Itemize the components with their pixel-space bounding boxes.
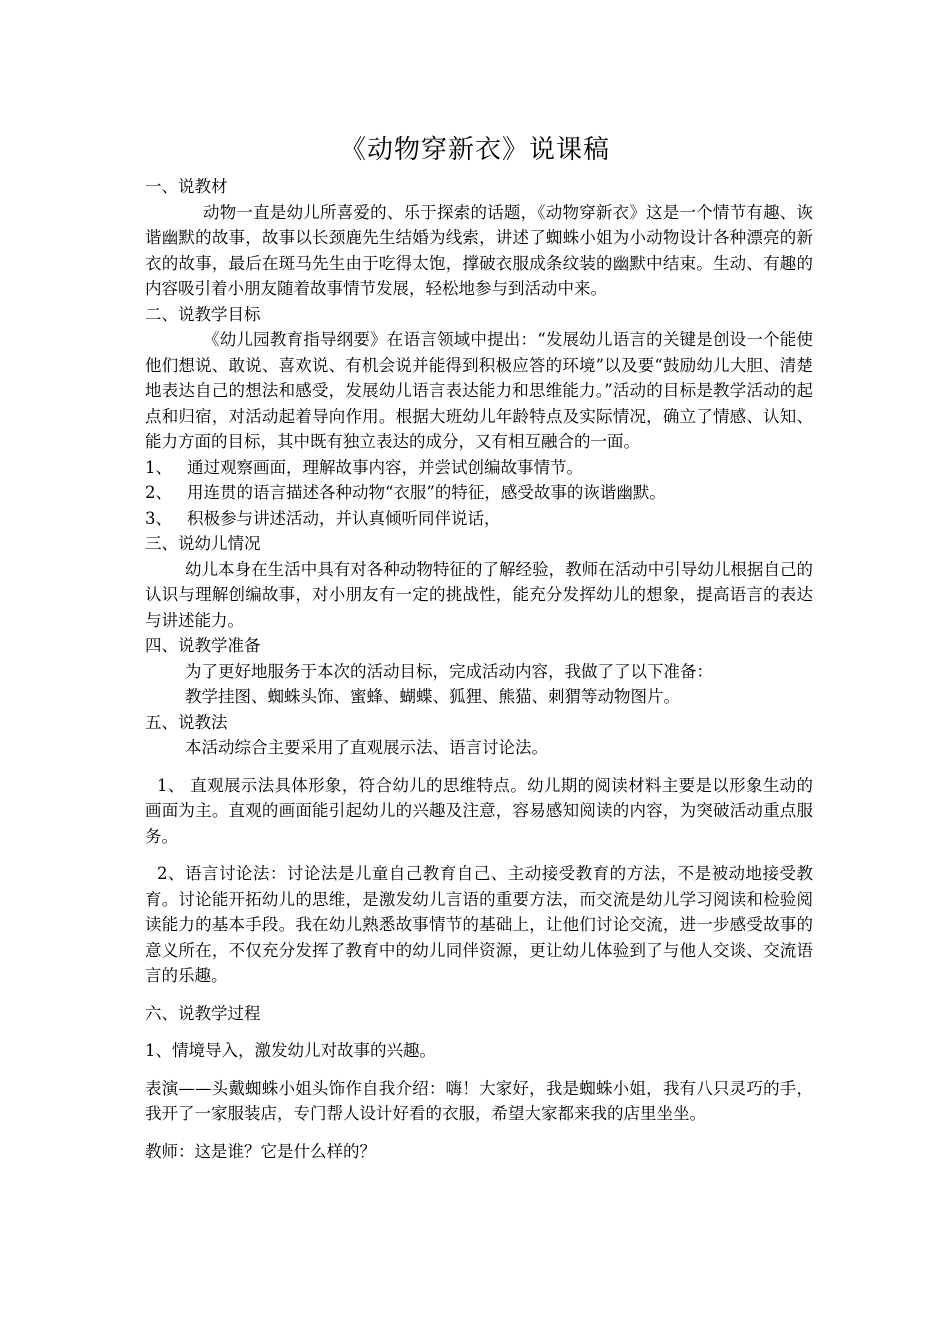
section-heading-goals: 二、说教学目标 (145, 304, 261, 324)
paragraph-children: 幼儿本身在生活中具有对各种动物特征的了解经验，教师在活动中引导幼儿根据自己的认识与理解创编故事，对小朋友有一定的挑战性，能充分发挥幼儿的想象，提高语言的表达与讲述能力。 (145, 559, 813, 630)
goal-number: 2、 (145, 483, 172, 502)
goal-item (145, 480, 813, 506)
section-heading-textbook: 一、说教材 (145, 177, 228, 196)
document-body (145, 174, 813, 1164)
goal-item (145, 455, 813, 481)
paragraph-methods: 本活动综合主要采用了直观展示法、语言讨论法。 (185, 738, 548, 757)
paragraph-goals: 《幼儿园教育指导纲要》在语言领域中提出：“发展幼儿语言的关键是创设一个能使他们想说、敢说、喜欢说、有机会说并能得到积极应答的环境”以及要“鼓励幼儿大胆、清楚地表达自己的想法和感受，发展幼儿语言表达能力和思维能力。”活动的目标是教学活动的起点和归宿，对活动起着导向作用。根据大班幼儿年龄特点及实际情况，确立了情感、认知、能力方面的目标，其中既有独立表达的成分，又有相互融合的一面。 (145, 330, 813, 451)
section-heading-preparation: 四、说教学准备 (145, 636, 261, 655)
goal-text: 积极参与讲述活动，并认真倾听同伴说话， (187, 508, 501, 528)
section-heading-methods: 五、说教法 (145, 712, 228, 732)
goal-number: 3、 (145, 508, 172, 528)
section-heading-children: 三、说幼儿情况 (145, 534, 261, 553)
goal-text: 用连贯的语言描述各种动物“衣服”的特征，感受故事的诙谐幽默。 (187, 483, 666, 502)
goal-item (145, 506, 813, 532)
process-step-1: 1、情境导入，激发幼儿对故事的兴趣。 (145, 1041, 436, 1060)
paragraph-materials: 教学挂图、蜘蛛头饰、蜜蜂、蝴蝶、狐狸、熊猫、刺猬等动物图片。 (185, 687, 680, 706)
paragraph-method-discussion: 2、语言讨论法：讨论法是儿童自己教育自己、主动接受教育的方法，不是被动地接受教育。讨论能开拓幼儿的思维，是激发幼儿言语的重要方法，而交流是幼儿学习阅读和检验阅读能力的基本手段。我在幼儿熟悉故事情节的基础上，让他们讨论交流，进一步感受故事的意义所在，不仅充分发挥了教育中的幼儿同伴资源，更让幼儿体验到了与他人交谈、交流语言的乐趣。 (145, 864, 813, 985)
paragraph-method-visual: 1、 直观展示法具体形象，符合幼儿的思维特点。幼儿期的阅读材料主要是以形象生动的画面为主。直观的画面能引起幼儿的兴趣及注意，容易感知阅读的内容，为突破活动重点服务。 (145, 775, 813, 846)
paragraph-preparation: 为了更好地服务于本次的活动目标，完成活动内容，我做了了以下准备： (185, 661, 713, 681)
goal-number: 1、 (145, 457, 172, 477)
paragraph-teacher-question: 教师：这是谁？它是什么样的？ (145, 1141, 376, 1161)
goal-text: 通过观察画面，理解故事内容，并尝试创编故事情节。 (187, 457, 583, 477)
section-heading-process: 六、说教学过程 (145, 1003, 261, 1023)
paragraph-performance: 表演——头戴蜘蛛小姐头饰作自我介绍：嗨！大家好，我是蜘蛛小姐，我有八只灵巧的手，我开了一家服装店，专门帮人设计好看的衣服，希望大家都来我的店里坐坐。 (145, 1078, 813, 1123)
paragraph-textbook: 动物一直是幼儿所喜爱的、乐于探索的话题，《动物穿新衣》这是一个情节有趣、诙谐幽默的故事，故事以长颈鹿先生结婚为线索，讲述了蜘蛛小姐为小动物设计各种漂亮的新衣的故事，最后在斑马先生由于吃得太饱，撑破衣服成条纹装的幽默中结束。生动、有趣的内容吸引着小朋友随着故事情节发展，轻松地参与到活动中来。 (145, 202, 813, 298)
document-title: 《动物穿新衣》说课稿 (339, 135, 610, 165)
